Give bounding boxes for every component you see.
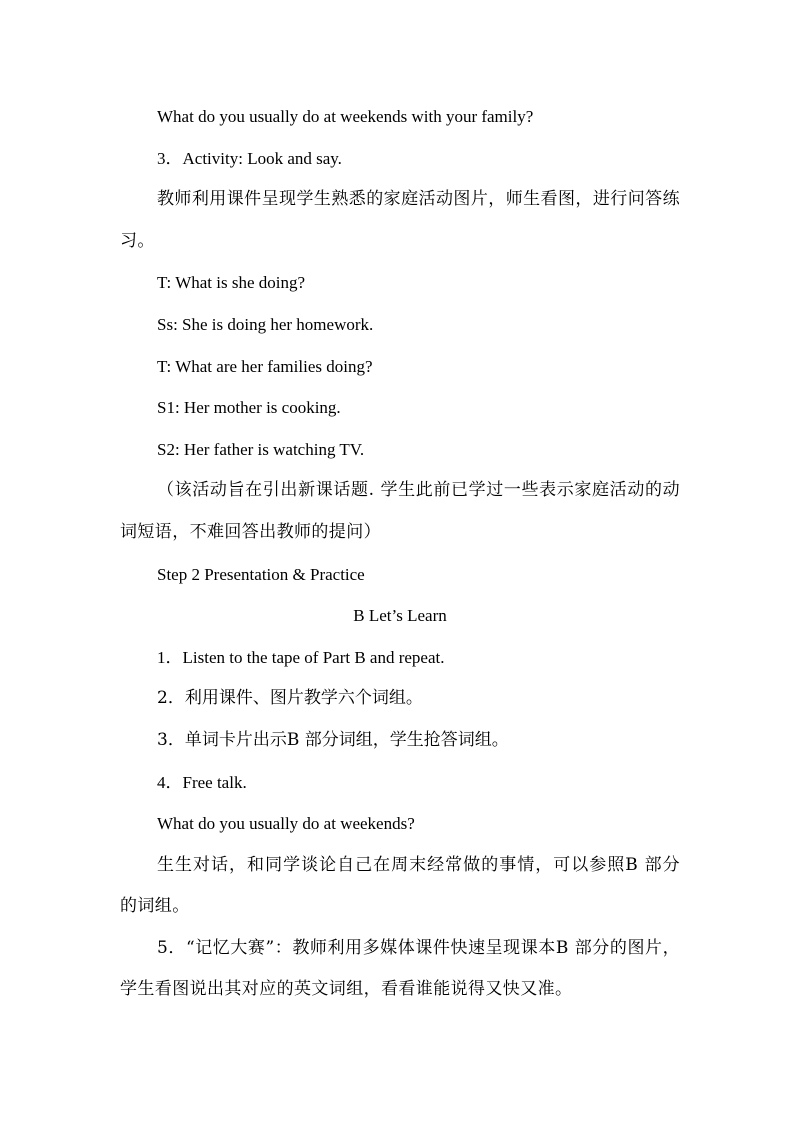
- activity-note: （该活动旨在引出新课话题. 学生此前已学过一些表示家庭活动的动词短语，不难回答出教师的提问）: [120, 480, 680, 542]
- list-item: 4．Free talk.: [157, 772, 247, 792]
- step-heading: Step 2 Presentation & Practice: [157, 564, 365, 584]
- document-body: [120, 96, 680, 1011]
- list-item: 3．单词卡片出示B 部分词组，学生抢答词组。: [157, 729, 509, 750]
- dialogue-line: T: What are her families doing?: [157, 356, 373, 376]
- list-item: 2．利用课件、图片教学六个词组。: [157, 688, 423, 709]
- dialogue-line: Ss: She is doing her homework.: [157, 314, 374, 334]
- list-item: 1．Listen to the tape of Part B and repeat.: [157, 647, 445, 667]
- memory-contest-item: 5．“记忆大赛”：教师利用多媒体课件快速呈现课本B 部分的图片，学生看图说出其对应的英文词组，看看谁能说得又快又准。: [120, 937, 680, 1000]
- dialogue-line: T: What is she doing?: [157, 273, 306, 293]
- activity-description: 教师利用课件呈现学生熟悉的家庭活动图片，师生看图，进行问答练习。: [120, 189, 680, 251]
- pair-talk-description: 生生对话，和同学谈论自己在周末经常做的事情，可以参照B 部分的词组。: [120, 854, 680, 917]
- activity-heading: 3．Activity: Look and say.: [157, 148, 342, 168]
- section-title: B Let’s Learn: [353, 606, 447, 626]
- dialogue-line: S1: Her mother is cooking.: [157, 398, 341, 418]
- dialogue-line: S2: Her father is watching TV.: [157, 439, 365, 459]
- question-weekends: What do you usually do at weekends?: [157, 814, 415, 834]
- question-family-weekends: What do you usually do at weekends with your family?: [157, 107, 534, 126]
